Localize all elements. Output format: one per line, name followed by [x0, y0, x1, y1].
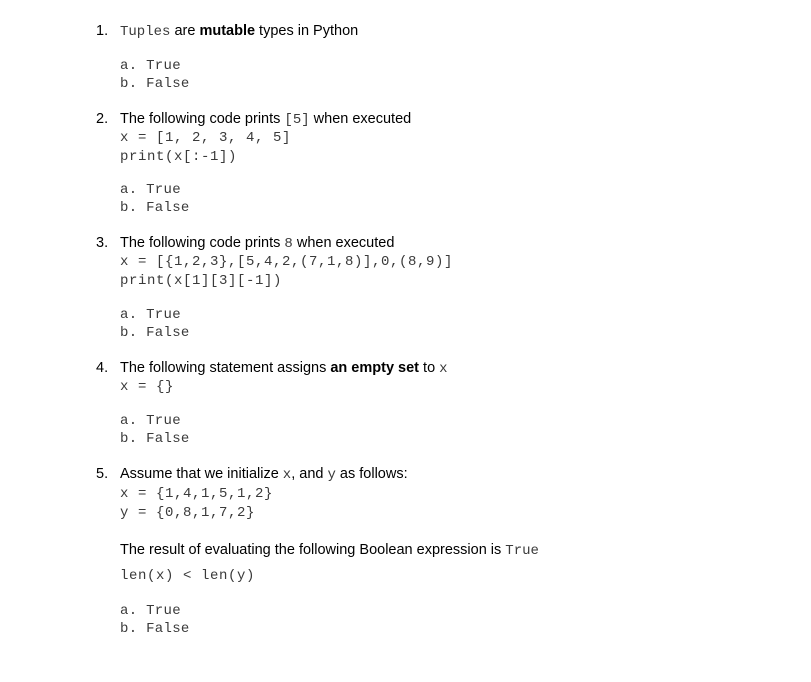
inline-code: x [282, 467, 292, 483]
question-number: 2. [96, 111, 109, 127]
stem-bold: mutable [199, 23, 256, 39]
option-b[interactable]: b. False [120, 200, 190, 216]
question-number: 5. [96, 466, 109, 482]
option-b[interactable]: b. False [120, 325, 190, 341]
question-stem [120, 359, 448, 378]
inline-code: [5] [284, 112, 310, 128]
option-b[interactable]: b. False [120, 621, 190, 637]
question-number: 3. [96, 235, 109, 251]
stem-text: The following statement assigns [120, 360, 331, 376]
stem-text: The following code prints [120, 235, 285, 251]
sub-question [120, 541, 539, 560]
question-stem [120, 110, 411, 129]
stem-text: types in Python [255, 23, 359, 39]
option-b[interactable]: b. False [120, 76, 190, 92]
stem-text: Assume that we initialize [120, 466, 283, 482]
stem-text: when executed [292, 235, 395, 251]
inline-code: True [505, 543, 539, 559]
inline-code: Tuples [120, 24, 171, 40]
code-line: y = {0,8,1,7,2} [120, 505, 256, 521]
option-b[interactable]: b. False [120, 431, 190, 447]
code-line: x = [{1,2,3},[5,4,2,(7,1,8)],0,(8,9)] [120, 254, 454, 270]
option-a[interactable]: a. True [120, 603, 181, 619]
code-line: x = {} [120, 379, 175, 395]
question-number: 4. [96, 360, 109, 376]
code-line: x = {1,4,1,5,1,2} [120, 486, 274, 502]
stem-text: are [170, 23, 200, 39]
inline-code: 8 [284, 236, 293, 252]
stem-text: The following code prints [120, 111, 285, 127]
option-a[interactable]: a. True [120, 413, 181, 429]
stem-text: when executed [309, 111, 412, 127]
question-stem [120, 234, 394, 253]
stem-text: The result of evaluating the following Boolean expression is [120, 542, 506, 558]
code-line: x = [1, 2, 3, 4, 5] [120, 130, 292, 146]
inline-code: x [439, 361, 448, 377]
question-stem [120, 465, 408, 484]
stem-bold: an empty set [330, 360, 420, 376]
inline-code: y [327, 467, 336, 483]
code-line: print(x[1][3][-1]) [120, 273, 283, 289]
boolean-expression: len(x) < len(y) [120, 568, 256, 584]
option-a[interactable]: a. True [120, 58, 181, 74]
stem-text: as follows: [335, 466, 408, 482]
question-stem [120, 22, 358, 41]
option-a[interactable]: a. True [120, 307, 181, 323]
question-number: 1. [96, 23, 109, 39]
stem-text: to [419, 360, 440, 376]
option-a[interactable]: a. True [120, 182, 181, 198]
code-line: print(x[:-1]) [120, 149, 238, 165]
stem-text: , and [291, 466, 328, 482]
